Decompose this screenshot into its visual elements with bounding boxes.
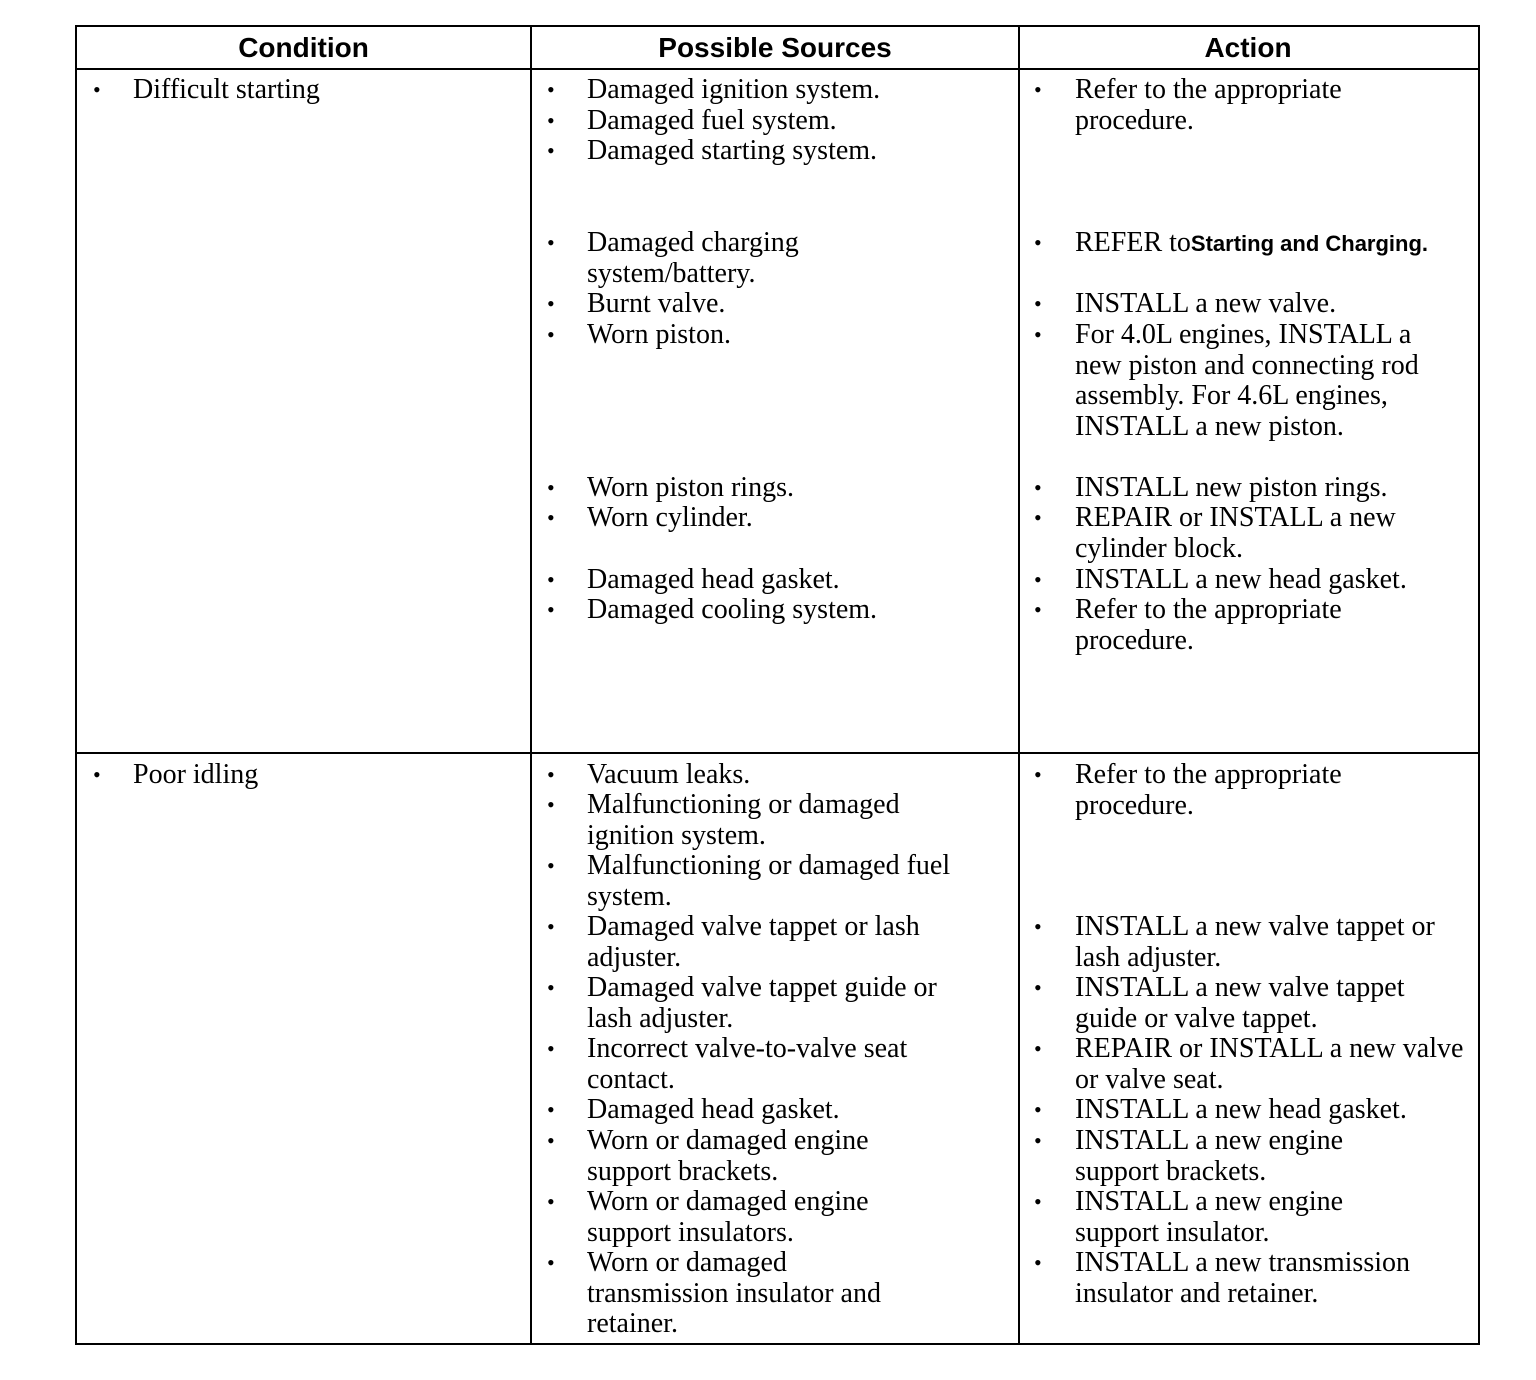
table-row: [77, 70, 1478, 754]
bullet: •: [93, 762, 101, 787]
source-item: Damaged charging system/battery.: [587, 227, 799, 289]
bullet: •: [1034, 1250, 1042, 1275]
source-item: Damaged head gasket.: [587, 1094, 840, 1125]
bullet: •: [1034, 1128, 1042, 1153]
bullet: •: [547, 230, 555, 255]
bullet: •: [1034, 322, 1042, 347]
header-action: Action: [1204, 32, 1292, 63]
condition-cell: Difficult starting: [133, 74, 320, 105]
column-divider: [530, 27, 532, 68]
condition-cell: Poor idling: [133, 759, 259, 790]
action-item: Refer to the appropriate procedure.: [1075, 759, 1342, 821]
action-item: For 4.0L engines, INSTALL a new piston and connecting rod assembly. For 4.6L engines, INSTALL a new piston.: [1075, 319, 1419, 442]
source-item: Damaged ignition system.: [587, 74, 881, 105]
source-item: Worn piston.: [587, 319, 731, 350]
bullet: •: [1034, 1189, 1042, 1214]
bullet: •: [547, 792, 555, 817]
source-item: Worn piston rings.: [587, 472, 794, 503]
action-item: Refer to the appropriate procedure.: [1075, 594, 1342, 656]
section-reference: Starting and Charging.: [1190, 231, 1429, 256]
bullet: •: [547, 108, 555, 133]
bullet: •: [547, 762, 555, 787]
source-item: Worn or damaged engine support insulators.: [587, 1186, 869, 1248]
bullet: •: [547, 77, 555, 102]
diagnosis-table: [75, 25, 1480, 1345]
action-item: INSTALL a new engine support brackets.: [1075, 1125, 1344, 1187]
bullet: •: [1034, 1036, 1042, 1061]
source-item: Malfunctioning or damaged ignition system.: [587, 789, 900, 851]
action-text: REFER to: [1075, 227, 1191, 258]
source-item: Incorrect valve-to-valve seat contact.: [587, 1033, 908, 1095]
bullet: •: [1034, 914, 1042, 939]
action-item: INSTALL a new engine support insulator.: [1075, 1186, 1344, 1248]
column-divider: [530, 754, 532, 1343]
source-item: Damaged cooling system.: [587, 594, 878, 625]
table-header-row: [77, 27, 1478, 70]
bullet: •: [547, 1250, 555, 1275]
action-item: INSTALL a new transmission insulator and retainer.: [1075, 1247, 1411, 1309]
source-item: Damaged head gasket.: [587, 564, 840, 595]
table-row: [77, 754, 1478, 1343]
column-divider: [1018, 27, 1020, 68]
action-item: REPAIR or INSTALL a new valve or valve seat.: [1075, 1033, 1464, 1095]
source-item: Worn or damaged engine support brackets.: [587, 1125, 869, 1187]
bullet: •: [1034, 475, 1042, 500]
action-item: INSTALL a new valve.: [1075, 288, 1337, 319]
bullet: •: [547, 1097, 555, 1122]
bullet: •: [547, 853, 555, 878]
header-possible-sources: Possible Sources: [658, 32, 892, 63]
bullet: •: [547, 322, 555, 347]
source-item: Worn cylinder.: [587, 502, 753, 533]
action-item: REPAIR or INSTALL a new cylinder block.: [1075, 502, 1396, 564]
action-item: INSTALL a new valve tappet or lash adjuster.: [1075, 911, 1435, 973]
action-item: INSTALL a new head gasket.: [1075, 564, 1407, 595]
source-item: Damaged valve tappet or lash adjuster.: [587, 911, 920, 973]
bullet: •: [1034, 505, 1042, 530]
action-item: Refer to the appropriate procedure.: [1075, 74, 1342, 136]
source-item: Worn or damaged transmission insulator and retainer.: [587, 1247, 881, 1340]
bullet: •: [1034, 567, 1042, 592]
bullet: •: [547, 138, 555, 163]
action-item: INSTALL a new head gasket.: [1075, 1094, 1407, 1125]
source-item: Burnt valve.: [587, 288, 726, 319]
bullet: •: [547, 975, 555, 1000]
action-item: INSTALL new piston rings.: [1075, 472, 1388, 503]
source-item: Malfunctioning or damaged fuel system.: [587, 850, 951, 912]
column-divider: [1018, 70, 1020, 752]
bullet: •: [547, 597, 555, 622]
bullet: •: [1034, 762, 1042, 787]
source-item: Damaged starting system.: [587, 135, 878, 166]
bullet: •: [93, 77, 101, 102]
source-item: Damaged valve tappet guide or lash adjuster.: [587, 972, 937, 1034]
source-item: Vacuum leaks.: [587, 759, 751, 790]
bullet: •: [547, 1189, 555, 1214]
action-item: [1075, 228, 1480, 260]
header-condition: Condition: [238, 32, 369, 63]
bullet: •: [1034, 230, 1042, 255]
bullet: •: [547, 567, 555, 592]
column-divider: [1018, 754, 1020, 1343]
source-item: Damaged fuel system.: [587, 105, 837, 136]
bullet: •: [547, 1036, 555, 1061]
bullet: •: [1034, 597, 1042, 622]
bullet: •: [547, 505, 555, 530]
bullet: •: [1034, 77, 1042, 102]
action-item: INSTALL a new valve tappet guide or valve tappet.: [1075, 972, 1405, 1034]
bullet: •: [547, 291, 555, 316]
bullet: •: [1034, 291, 1042, 316]
bullet: •: [1034, 975, 1042, 1000]
column-divider: [530, 70, 532, 752]
bullet: •: [1034, 1097, 1042, 1122]
bullet: •: [547, 914, 555, 939]
bullet: •: [547, 475, 555, 500]
bullet: •: [547, 1128, 555, 1153]
